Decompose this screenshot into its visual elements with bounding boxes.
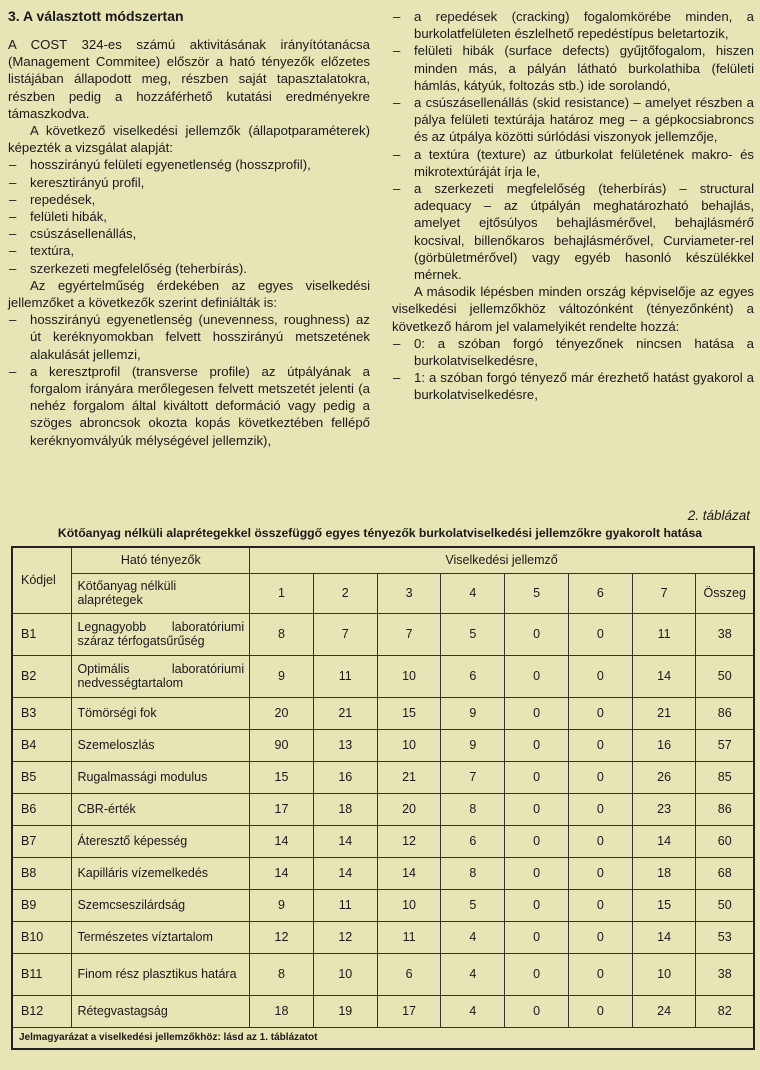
paragraph: A második lépésben minden ország képviselője az egyes viselkedési jellemzőkhöz változónként (tényezőnként) a következő három jel valamelyikét rendelte hozzá: <box>392 284 754 334</box>
row-value: 7 <box>441 761 505 793</box>
list-item: – hosszirányú felületi egyenetlenség (hosszprofil), <box>8 156 370 173</box>
row-value: 5 <box>441 613 505 655</box>
row-value: 11 <box>377 921 441 953</box>
row-factor: Tömörségi fok <box>72 697 250 729</box>
row-sum: 38 <box>696 613 754 655</box>
row-value: 18 <box>250 995 314 1027</box>
header-col: 2 <box>313 573 377 613</box>
row-sum: 38 <box>696 953 754 995</box>
row-value: 0 <box>505 697 569 729</box>
row-value: 0 <box>568 921 632 953</box>
table-body <box>12 613 754 1027</box>
list-item: – repedések, <box>8 191 370 208</box>
row-value: 20 <box>377 793 441 825</box>
row-value: 4 <box>441 995 505 1027</box>
list-item: – szerkezeti megfelelőség (teherbírás). <box>8 260 370 277</box>
row-sum: 60 <box>696 825 754 857</box>
row-sum: 53 <box>696 921 754 953</box>
row-value: 10 <box>632 953 696 995</box>
row-value: 0 <box>568 953 632 995</box>
row-value: 0 <box>505 995 569 1027</box>
table-row <box>12 921 754 953</box>
row-value: 9 <box>441 729 505 761</box>
row-value: 4 <box>441 921 505 953</box>
row-factor: Szemcseszilárdság <box>72 889 250 921</box>
row-code: B9 <box>12 889 72 921</box>
row-value: 0 <box>505 921 569 953</box>
row-value: 10 <box>377 655 441 697</box>
row-value: 14 <box>313 825 377 857</box>
row-value: 26 <box>632 761 696 793</box>
row-value: 12 <box>250 921 314 953</box>
row-value: 5 <box>441 889 505 921</box>
row-value: 0 <box>505 889 569 921</box>
row-factor: Rugalmassági modulus <box>72 761 250 793</box>
row-factor: Optimális laboratóriumi nedvességtartalom <box>72 655 250 697</box>
list-item: – a textúra (texture) az útburkolat felületének makro- és mikrotextúráját írja le, <box>392 146 754 180</box>
table-row <box>12 857 754 889</box>
row-value: 0 <box>568 761 632 793</box>
row-sum: 85 <box>696 761 754 793</box>
row-value: 16 <box>313 761 377 793</box>
row-value: 12 <box>377 825 441 857</box>
definition-list <box>392 8 754 283</box>
row-value: 14 <box>313 857 377 889</box>
row-value: 8 <box>250 613 314 655</box>
header-code: Kódjel <box>12 547 72 613</box>
row-value: 0 <box>568 825 632 857</box>
row-code: B3 <box>12 697 72 729</box>
row-code: B7 <box>12 825 72 857</box>
row-code: B10 <box>12 921 72 953</box>
row-value: 0 <box>505 761 569 793</box>
table-legend: Jelmagyarázat a viselkedési jellemzőkhöz: lásd az 1. táblázatot <box>12 1027 754 1049</box>
paragraph: A következő viselkedési jellemzők (állapotparaméterek) képezték a vizsgálat alapját: <box>8 123 370 156</box>
row-factor: Szemeloszlás <box>72 729 250 761</box>
list-item: – felületi hibák (surface defects) gyűjtőfogalom, hiszen minden más, a pályán látható burkolathiba (felületi hámlás, kátyúk, foltozás stb.) ide sorolandó, <box>392 42 754 94</box>
row-value: 8 <box>250 953 314 995</box>
header-factor-sub: Kötőanyag nélküli alaprétegek <box>72 573 250 613</box>
table-title: Kötőanyag nélküli alaprétegekkel összefüggő egyes tényezők burkolatviselkedési jellemzőkre gyakorolt hatása <box>57 526 703 540</box>
row-value: 11 <box>313 655 377 697</box>
row-code: B4 <box>12 729 72 761</box>
row-value: 0 <box>568 697 632 729</box>
table-row <box>12 761 754 793</box>
row-value: 23 <box>632 793 696 825</box>
row-value: 19 <box>313 995 377 1027</box>
row-factor: Áteresztő képesség <box>72 825 250 857</box>
row-value: 14 <box>250 825 314 857</box>
row-value: 14 <box>377 857 441 889</box>
row-factor: Rétegvastagság <box>72 995 250 1027</box>
row-value: 20 <box>250 697 314 729</box>
row-value: 11 <box>632 613 696 655</box>
paragraph: A COST 324-es számú aktivitásának irányítótanácsa (Management Commitee) először a ható tényezők előzetes listájában állapodott meg, részben saját tapasztalatokra, részben pedig a hozzáférhető kutatási eredményekre támaszkodva. <box>8 37 370 121</box>
header-col: 1 <box>250 573 314 613</box>
left-column <box>8 8 370 498</box>
row-sum: 50 <box>696 889 754 921</box>
row-value: 0 <box>505 655 569 697</box>
row-value: 9 <box>441 697 505 729</box>
row-code: B11 <box>12 953 72 995</box>
row-value: 17 <box>250 793 314 825</box>
row-value: 0 <box>505 793 569 825</box>
row-code: B1 <box>12 613 72 655</box>
row-value: 12 <box>313 921 377 953</box>
row-value: 0 <box>568 729 632 761</box>
table-row <box>12 793 754 825</box>
row-factor: CBR-érték <box>72 793 250 825</box>
row-factor: Természetes víztartalom <box>72 921 250 953</box>
row-value: 0 <box>568 857 632 889</box>
row-value: 0 <box>505 953 569 995</box>
behaviour-list <box>8 156 370 276</box>
row-sum: 82 <box>696 995 754 1027</box>
row-value: 7 <box>313 613 377 655</box>
text-columns <box>8 8 754 498</box>
list-item: – 1: a szóban forgó tényező már érezhető hatást gyakorol a burkolatviselkedésre, <box>392 369 754 403</box>
list-item: – csúszásellenállás, <box>8 225 370 242</box>
list-item: – a szerkezeti megfelelőség (teherbírás) – structural adequacy – az útpályán meghatározható behajlás, amelyet ejtősúlyos behajlásmérővel, behajlásmérő kocsival, billenőkaros behajlásmérővel, Curviameter-rel (görbületmérővel) vagy egyéb hasonló készülékkel mérnek. <box>392 180 754 283</box>
row-value: 18 <box>632 857 696 889</box>
header-col: 7 <box>632 573 696 613</box>
row-value: 90 <box>250 729 314 761</box>
row-value: 11 <box>313 889 377 921</box>
row-code: B5 <box>12 761 72 793</box>
table-row <box>12 613 754 655</box>
row-value: 10 <box>377 889 441 921</box>
list-item: – a keresztprofil (transverse profile) az útpályának a forgalom irányára merőlegesen felvett metszetét jelenti (a nehéz forgalom által kiváltott deformáció vagy pedig a szöges abroncsok okozta kopás következtében fellépő keréknyomvályúk mélységével jellemzik), <box>8 363 370 449</box>
row-factor: Legnagyobb laboratóriumi száraz térfogatsűrűség <box>72 613 250 655</box>
list-item: – hosszirányú egyenetlenség (unevenness, roughness) az út keréknyomokban felvett hosszirányú metszetének alakulását jellemzi, <box>8 311 370 363</box>
row-sum: 68 <box>696 857 754 889</box>
row-value: 13 <box>313 729 377 761</box>
row-sum: 86 <box>696 697 754 729</box>
row-value: 21 <box>377 761 441 793</box>
row-sum: 86 <box>696 793 754 825</box>
row-value: 0 <box>505 729 569 761</box>
table-row <box>12 655 754 697</box>
list-item: – textúra, <box>8 242 370 259</box>
row-value: 18 <box>313 793 377 825</box>
header-col: 3 <box>377 573 441 613</box>
row-value: 4 <box>441 953 505 995</box>
table-container <box>11 546 755 1044</box>
row-factor: Kapilláris vízemelkedés <box>72 857 250 889</box>
row-value: 6 <box>441 825 505 857</box>
row-value: 14 <box>632 655 696 697</box>
list-item: – keresztirányú profil, <box>8 174 370 191</box>
row-value: 9 <box>250 889 314 921</box>
right-column <box>392 8 754 498</box>
row-value: 0 <box>568 889 632 921</box>
row-value: 21 <box>632 697 696 729</box>
row-code: B6 <box>12 793 72 825</box>
list-item: – 0: a szóban forgó tényezőnek nincsen hatása a burkolatviselkedésre, <box>392 335 754 369</box>
row-code: B12 <box>12 995 72 1027</box>
table-row <box>12 729 754 761</box>
row-factor: Finom rész plasztikus határa <box>72 953 250 995</box>
header-col: 5 <box>505 573 569 613</box>
row-value: 0 <box>568 995 632 1027</box>
row-value: 6 <box>441 655 505 697</box>
row-value: 15 <box>250 761 314 793</box>
row-value: 8 <box>441 857 505 889</box>
table-row <box>12 697 754 729</box>
list-item: – felületi hibák, <box>8 208 370 225</box>
header-col: 4 <box>441 573 505 613</box>
row-value: 8 <box>441 793 505 825</box>
row-value: 6 <box>377 953 441 995</box>
row-value: 14 <box>250 857 314 889</box>
list-item: – a repedések (cracking) fogalomkörébe minden, a burkolatfelületen észlelhető repedéstípus beletartozik, <box>392 8 754 42</box>
row-value: 24 <box>632 995 696 1027</box>
list-item: – a csúszásellenállás (skid resistance) – amelyet részben a pálya felületi textúrája határoz meg – a gépkocsiabroncs és az útpálya közötti súrlódási viszonyok jellemzője, <box>392 94 754 146</box>
table-row <box>12 995 754 1027</box>
row-code: B8 <box>12 857 72 889</box>
table-number: 2. táblázat <box>687 508 750 523</box>
marker-list <box>392 335 754 404</box>
row-value: 17 <box>377 995 441 1027</box>
header-col-sum: Összeg <box>696 573 754 613</box>
row-value: 0 <box>568 613 632 655</box>
row-value: 21 <box>313 697 377 729</box>
row-value: 10 <box>377 729 441 761</box>
section-title: 3. A választott módszertan <box>8 8 184 24</box>
row-value: 0 <box>505 613 569 655</box>
row-sum: 50 <box>696 655 754 697</box>
row-value: 16 <box>632 729 696 761</box>
table-row <box>12 953 754 995</box>
row-value: 14 <box>632 921 696 953</box>
row-value: 9 <box>250 655 314 697</box>
definition-list <box>8 311 370 449</box>
row-value: 15 <box>632 889 696 921</box>
paragraph: Az egyértelműség érdekében az egyes viselkedési jellemzőket a következők szerint definiálták is: <box>8 277 370 311</box>
row-code: B2 <box>12 655 72 697</box>
header-factor-group: Ható tényezők <box>72 547 250 573</box>
data-table <box>11 546 755 1050</box>
table-row <box>12 889 754 921</box>
header-behaviour: Viselkedési jellemző <box>250 547 754 573</box>
row-value: 0 <box>505 857 569 889</box>
row-value: 0 <box>568 655 632 697</box>
row-value: 10 <box>313 953 377 995</box>
row-value: 7 <box>377 613 441 655</box>
row-value: 15 <box>377 697 441 729</box>
row-sum: 57 <box>696 729 754 761</box>
header-col: 6 <box>568 573 632 613</box>
table-row <box>12 825 754 857</box>
row-value: 14 <box>632 825 696 857</box>
row-value: 0 <box>568 793 632 825</box>
row-value: 0 <box>505 825 569 857</box>
